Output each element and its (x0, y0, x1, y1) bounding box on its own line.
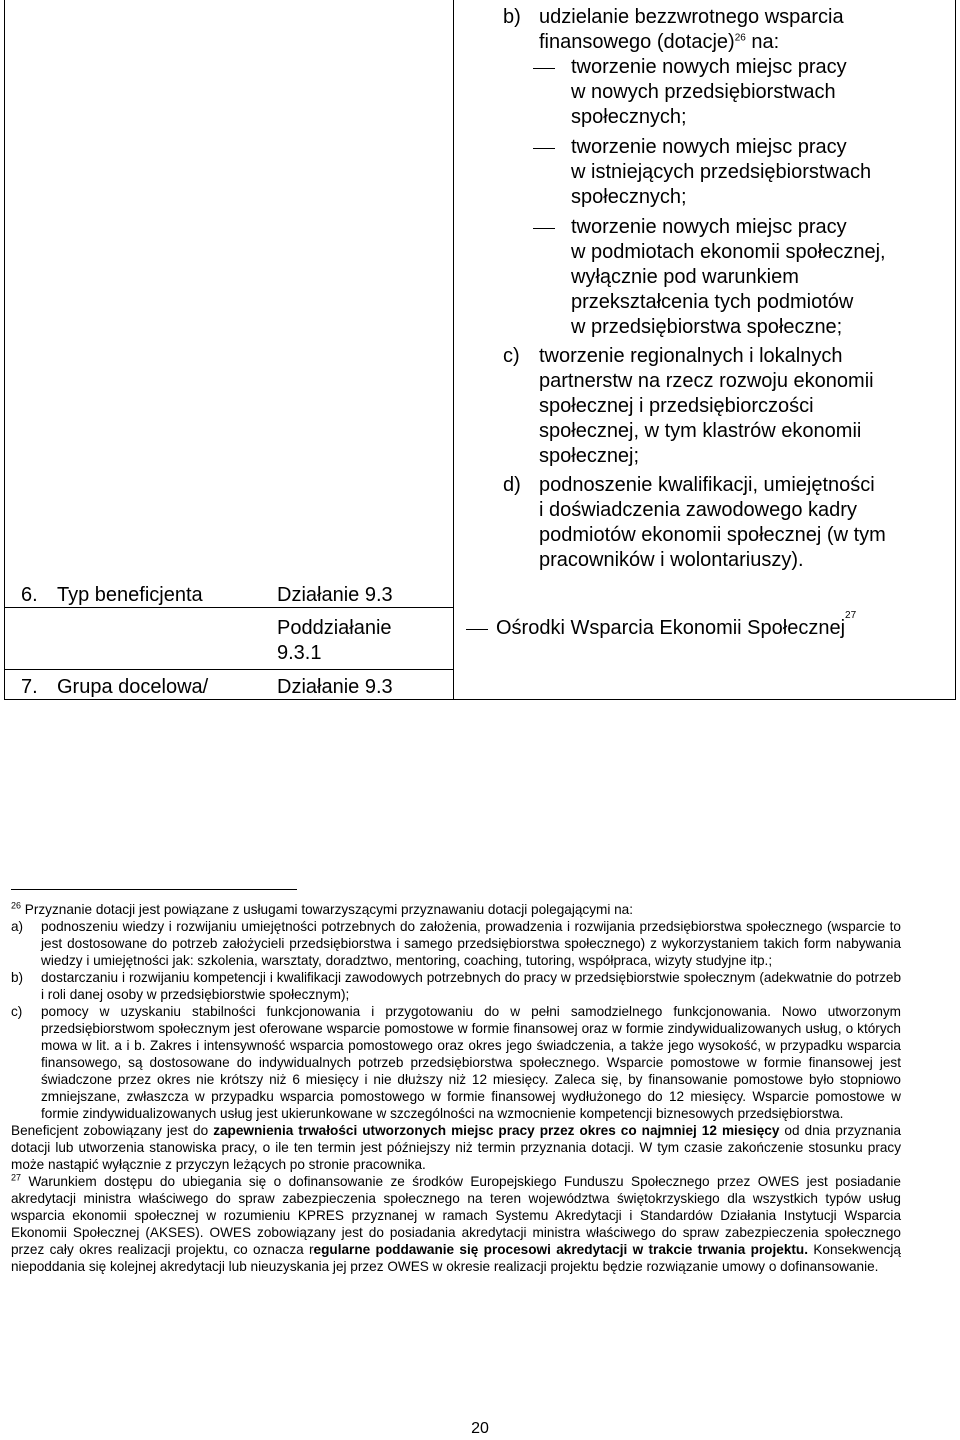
footnote-26-item-b: b) dostarczaniu i rozwijaniu kompetencji i kwalifikacji zawodowych potrzebnych do pracy w przedsiębiorstwie społecznym (adekwatnie do potrzeb i roli danej osoby w przedsiębiorstwie społecznym); (11, 970, 901, 1002)
dash-item: tworzenie nowych miejsc pracy w nowych przedsiębiorstwach społecznych; (539, 55, 943, 130)
list-item-d: d) podnoszenie kwalifikacji, umiejętności i doświadczenia zawodowego kadry podmiotów ekonomii społecznej (w tym pracowników i wolontariuszy). (503, 474, 886, 571)
footnote-separator (11, 889, 297, 890)
dash-bullet (466, 616, 496, 641)
b-line-2: finansowego (dotacje) (539, 31, 735, 53)
row6-sub-2: 9.3.1 (277, 642, 322, 664)
dash-item: tworzenie nowych miejsc pracy w podmiotach ekonomii społecznej, wyłącznie pod warunkiem przekształcenia tych podmiotów w przedsiębiorstwa społeczne; (539, 215, 943, 340)
page-number: 20 (471, 1420, 489, 1437)
list-item-c: c) tworzenie regionalnych i lokalnych partnerstw na rzecz rozwoju ekonomii społecznej i przedsiębiorczości społecznej, w tym klastrów ekonomii społecznej; (503, 345, 874, 467)
support-list (503, 5, 943, 573)
form-table (0, 0, 960, 700)
table-border-right (955, 0, 956, 700)
dash-bullet (539, 55, 571, 130)
dash-bullet (539, 135, 571, 210)
table-border-middle (453, 0, 454, 700)
footnotes (11, 901, 901, 1275)
b-line-1: udzielanie bezzwrotnego wsparcia (539, 6, 844, 28)
dash-bullet (539, 215, 571, 340)
table-border-left (4, 0, 5, 700)
row6-sub-1: Poddziałanie (277, 617, 392, 639)
row6-label: Typ beneficjenta (57, 584, 203, 606)
row-divider-7 (4, 669, 453, 670)
row6-value: Działanie 9.3 (277, 584, 393, 606)
footnote-ref-26: 26 (734, 32, 746, 44)
row7-number: 7. (21, 676, 38, 698)
row7-value: Działanie 9.3 (277, 676, 393, 698)
row6-number: 6. (21, 584, 38, 606)
beneficiary-owes (466, 610, 857, 641)
footnote-ref-27: 27 (845, 610, 857, 621)
row7-label: Grupa docelowa/ (57, 676, 209, 698)
footnote-27: $^{27}$ Warunkiem dostępu do ubiegania się o dofinansowanie ze środków Europejskiego Funduszu Społecznego przez OWES jest posiadanie akredytacji ministra właściwego do spraw zabezpieczenia społecznego na teren województwa świętokrzyskiego dla wszystkich typów usług wsparcia ekonomii społecznej w rozumieniu KPRES przyznanej w ramach Systemu Akredytacji i Standardów Działania Instytucji Wsparcia Ekonomii Społecznej (AKSES). OWES zobowiązany jest do posiadania akredytacji ministra właściwego do spraw zabezpieczenia społecznego przez cały okres realizacji projektu, co oznacza regularne poddawanie się procesowi akredytacji w trakcie trwania projektu. Konsekwencją niepoddania się kolejnej akredytacji lub nieuzyskania jej przez OWES w okresie realizacji projektu będzie rozwiązanie umowy o dofinansowanie. (11, 1172, 901, 1274)
list-item-b: b) udzielanie bezzwrotnego wsparcia finansowego (dotacje)$^{26}$ na: (503, 6, 844, 53)
footnote-26-item-a: a) podnoszeniu wiedzy i rozwijaniu umiejętności potrzebnych do założenia, prowadzenia i rozwijania przedsiębiorstwa społecznego (wsparcie to jest dostosowane do potrzeb założycieli przedsiębiorstwa i samego przedsiębiorstwa społecznego) z wykorzystaniem takich form nabywania wiedzy i umiejętności jak: szkolenia, warsztaty, doradztwo, mentoring, coaching, tutoring, współpraca, wizyty studyjne itp.; (11, 919, 901, 968)
footnote-26-item-c: c) pomocy w uzyskaniu stabilności funkcjonowania i przygotowaniu do w pełni samodzielnego funkcjonowania. Nowo utworzonym przedsiębiorstwom społecznym jest oferowane wsparcie pomostowe w formie finansowej oraz w formie zindywidualizowanych usług, o których mowa w lit. a i b. Zakres i intensywność wsparcia pomostowego oraz okres jego świadczenia, a także jego wysokość, w przypadku wsparcia finansowego, są dostosowane do indywidualnych potrzeb przedsiębiorstwa społecznego. Wsparcie pomostowe w formie finansowej jest świadczone przez okres nie krótszy niż 6 miesięcy i nie dłuższy niż 12 miesięcy. Zaleca się, by finansowanie pomostowe było stopniowo zmniejszane, zwłaszcza w przypadku wsparcia pomostowego w formie finansowej wydłużonego do 12 miesięcy. Wsparcie pomostowe w formie zindywidualizowanych usług jest ukierunkowane w szczególności na wzmocnienie kompetencji biznesowych przedsiębiorstwa. (11, 1004, 901, 1121)
dash-item: tworzenie nowych miejsc pracy w istniejących przedsiębiorstwach społecznych; (539, 135, 943, 210)
footnote-26-tail: Beneficjent zobowiązany jest do zapewnienia trwałości utworzonych miejsc pracy przez okres co najmniej 12 miesięcy od dnia przyznania dotacji lub utworzenia stanowiska pracy, o ile ten termin jest późniejszy niż termin przyznania dotacji. W tym czasie zakończenie stosunku pracy może nastąpić wyłącznie z przyczyn leżących po stronie pracownika. (11, 1123, 902, 1172)
footnote-26-intro: $^{26}$ Przyznanie dotacji jest powiązane z usługami towarzyszącymi przyznawaniu dotacji polegającymi na: (11, 900, 634, 917)
owes-text: Ośrodki Wsparcia Ekonomii Społecznej (496, 617, 846, 639)
